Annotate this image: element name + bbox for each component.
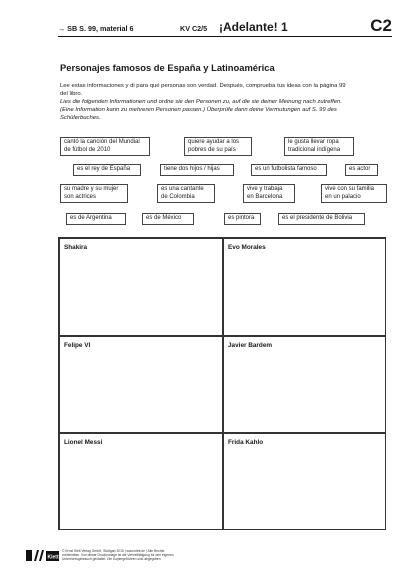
chip-text: es el presidente de Bolivia [282,215,353,221]
chip-text: cantó la canción del Mundial [64,139,140,145]
chip-text: es el rey de España [77,166,131,172]
instructions-es-line: del libro. [60,91,83,98]
chip-text: vive y trabaja [247,186,283,192]
book-title: ¡Adelante! 1 [219,20,288,34]
instructions-de-line: Schülerbuches. [60,115,101,122]
chip-text: su madre y su mujer [64,186,119,192]
chip-text: es un futbolista famoso [255,166,317,172]
person-cell[interactable] [223,238,386,336]
info-chip[interactable] [243,184,295,203]
person-name: Felipe VI [64,342,91,349]
worksheet-code: KV C2/5 [180,24,208,33]
page-title: Personajes famosos de España y Latinoamérica [60,62,275,73]
instructions-de-line: Lies die folgenden Informationen und ordne sie den Personen zu, auf die sie deiner Meinung nach zutreffen. [60,99,342,106]
info-chip[interactable] [160,164,234,176]
info-chip[interactable] [73,164,141,176]
info-chip[interactable] [224,213,261,225]
chip-text: de fútbol de 2010 [64,146,111,153]
chip-text: es una cantante [161,186,204,192]
info-chip[interactable] [321,184,387,203]
instructions [60,82,394,122]
info-chip[interactable] [142,213,194,225]
info-chip[interactable] [345,164,378,176]
chip-text: es actor [349,166,371,172]
chip-text: tiene dos hijos / hijas [164,166,220,172]
chip-text: en Barcelona [247,193,283,200]
info-chip[interactable] [60,184,128,203]
chip-text: es de Argentina [70,215,112,221]
chip-text: vive con su familia [325,186,375,192]
chip-text: en un palacio [325,193,361,200]
chip-text: de Colombia [161,193,195,200]
copyright-line: vorbehalten. Von dieser Druckvorlage ist die Vervielfältigung für den eigenen [62,553,174,558]
copyright-notice [62,549,262,561]
chip-text: son actrices [64,193,97,200]
person-name: Frida Kahlo [228,439,264,446]
page-header [58,16,392,35]
person-cell[interactable] [223,433,386,530]
instructions-de-line: (Eine Information kann zu mehreren Personen passen.) Überprüfe dann deine Vermutungen auf S. 99 des [60,107,337,114]
person-cell[interactable] [223,336,386,433]
person-name: Javier Bardem [228,342,273,349]
instructions-es-line: Lee estas informaciones y di para qué personas son verdad. Después, comprueba tus ideas con la página 99 [60,83,346,89]
person-name: Lionel Messi [64,439,103,446]
unit-code: C2 [370,16,392,35]
chip-text: tradicional indígena [288,146,341,153]
person-name: Evo Morales [228,244,266,251]
textbook-reference: → SB S. 99, material 6 [58,24,134,33]
chip-text: le gusta llevar ropa [288,139,339,145]
person-cell[interactable] [59,238,223,336]
person-name: Shakira [64,244,88,251]
chip-text: pobres de su país [188,146,236,153]
info-chip[interactable] [66,213,126,225]
chip-text: es de México [146,215,182,221]
info-chip[interactable] [184,137,252,156]
people-grid [58,237,386,530]
info-chip[interactable] [157,184,215,203]
chip-text: quiere ayudar a los [188,139,240,145]
info-chip[interactable] [251,164,327,176]
info-chip[interactable] [284,137,354,156]
chip-text: es pintora [228,215,255,221]
publisher-logo [26,548,59,562]
copyright-line: Unterrichtsgebrauch gestattet. Die Kopiergebühren sind abgegolten. [62,557,162,562]
info-chip[interactable] [278,213,365,225]
copyright-line: © Ernst Klett Verlag GmbH, Stuttgart 2015 | www.klett.de | Alle Rechte [62,549,165,553]
person-cell[interactable] [59,336,223,433]
info-chip[interactable] [60,137,150,156]
svg-text:Klett: Klett [47,554,59,561]
person-cell[interactable] [59,433,223,530]
klett-logo-icon [26,548,59,562]
header-rule [58,36,392,37]
